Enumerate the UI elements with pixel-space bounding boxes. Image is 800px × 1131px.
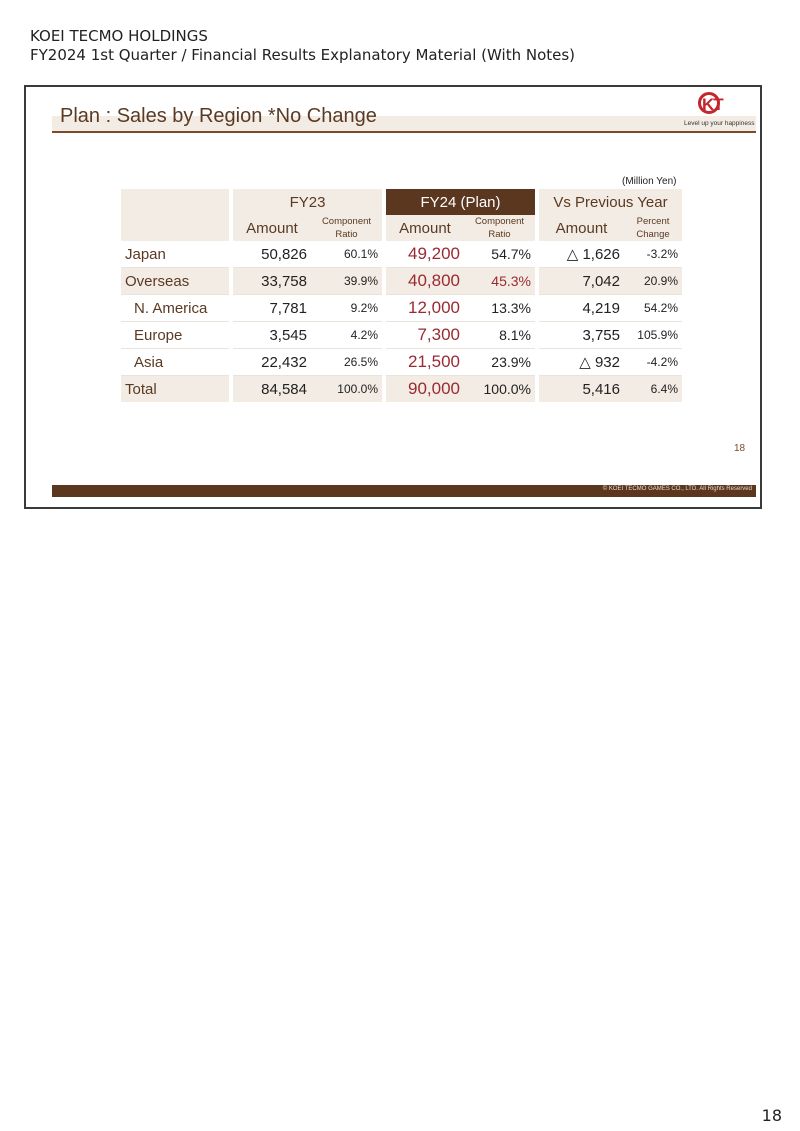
fy24-ratio: 23.9%	[464, 349, 535, 376]
fy23-ratio: 4.2%	[311, 322, 382, 349]
vs-percent-header	[624, 215, 682, 241]
copyright-text: © KOEI TECMO GAMES CO., LTD. All Rights Reserved	[602, 486, 752, 492]
kt-logo	[684, 92, 755, 132]
fy24-ratio-header	[464, 215, 535, 241]
fy24-ratio: 8.1%	[464, 322, 535, 349]
fy23-ratio: 9.2%	[311, 295, 382, 322]
region-label: N. America	[121, 295, 229, 322]
vs-amount: △ 1,626	[539, 241, 624, 268]
footer-bar	[52, 485, 756, 497]
ratio-header-line1: Component	[321, 216, 372, 227]
table-group-header-row	[121, 189, 682, 215]
region-label: Asia	[121, 349, 229, 376]
vs-percent: 6.4%	[624, 376, 682, 402]
fy23-amount-header: Amount	[233, 215, 311, 241]
vs-percent: 105.9%	[624, 322, 682, 349]
table-row	[121, 349, 682, 376]
table-row	[121, 295, 682, 322]
fy24-amount: 12,000	[386, 295, 464, 322]
table-row	[121, 241, 682, 268]
fy24-ratio: 45.3%	[464, 268, 535, 295]
corner-cell	[121, 189, 229, 215]
corner-cell-2	[121, 215, 229, 241]
fy23-amount: 84,584	[233, 376, 311, 402]
vs-percent: 20.9%	[624, 268, 682, 295]
fy24-amount: 7,300	[386, 322, 464, 349]
slide-frame	[24, 85, 762, 509]
logo-mark: KT	[702, 95, 723, 114]
table-row	[121, 268, 682, 295]
vs-amount: △ 932	[539, 349, 624, 376]
fy23-amount: 22,432	[233, 349, 311, 376]
unit-label: (Million Yen)	[622, 176, 677, 187]
fy23-ratio: 39.9%	[311, 268, 382, 295]
table-row	[121, 322, 682, 349]
company-name: KOEI TECMO HOLDINGS	[30, 27, 208, 45]
document-subtitle: FY2024 1st Quarter / Financial Results Explanatory Material (With Notes)	[30, 46, 576, 64]
vs-percent: -3.2%	[624, 241, 682, 268]
logo-tagline: Level up your happiness	[684, 120, 755, 127]
slide-title: Plan : Sales by Region *No Change	[60, 105, 377, 127]
fy24-amount: 21,500	[386, 349, 464, 376]
vs-amount: 5,416	[539, 376, 624, 402]
slide-number: 18	[734, 443, 746, 454]
fy24-ratio: 100.0%	[464, 376, 535, 402]
header-fy24-plan: FY24 (Plan)	[386, 189, 535, 215]
vs-amount-header: Amount	[539, 215, 624, 241]
vs-amount: 3,755	[539, 322, 624, 349]
fy23-ratio: 26.5%	[311, 349, 382, 376]
fy23-amount: 7,781	[233, 295, 311, 322]
ratio-header-line2: Ratio	[488, 229, 511, 240]
region-label: Overseas	[121, 268, 229, 295]
ratio-header-line2: Ratio	[335, 229, 358, 240]
fy24-amount: 49,200	[386, 241, 464, 268]
vs-percent: 54.2%	[624, 295, 682, 322]
page-number: 18	[761, 1106, 782, 1125]
fy24-ratio: 13.3%	[464, 295, 535, 322]
pct-header-line2: Change	[636, 229, 670, 240]
document-header	[30, 27, 575, 65]
title-underline	[52, 131, 756, 133]
fy24-ratio: 54.7%	[464, 241, 535, 268]
fy23-ratio-header	[311, 215, 382, 241]
fy23-amount: 3,545	[233, 322, 311, 349]
table-sub-header-row	[121, 215, 682, 241]
fy23-ratio: 100.0%	[311, 376, 382, 402]
region-label: Japan	[121, 241, 229, 268]
fy23-amount: 33,758	[233, 268, 311, 295]
header-fy23: FY23	[233, 189, 382, 215]
fy24-amount: 40,800	[386, 268, 464, 295]
fy23-amount: 50,826	[233, 241, 311, 268]
vs-amount: 7,042	[539, 268, 624, 295]
region-label: Total	[121, 376, 229, 402]
region-label: Europe	[121, 322, 229, 349]
pct-header-line1: Percent	[636, 216, 670, 227]
header-vs-previous-year: Vs Previous Year	[539, 189, 682, 215]
ratio-header-line1: Component	[474, 216, 525, 227]
table-row-total	[121, 376, 682, 402]
fy23-ratio: 60.1%	[311, 241, 382, 268]
sales-by-region-table	[121, 189, 682, 402]
fy24-amount: 90,000	[386, 376, 464, 402]
vs-percent: -4.2%	[624, 349, 682, 376]
fy24-amount-header: Amount	[386, 215, 464, 241]
vs-amount: 4,219	[539, 295, 624, 322]
